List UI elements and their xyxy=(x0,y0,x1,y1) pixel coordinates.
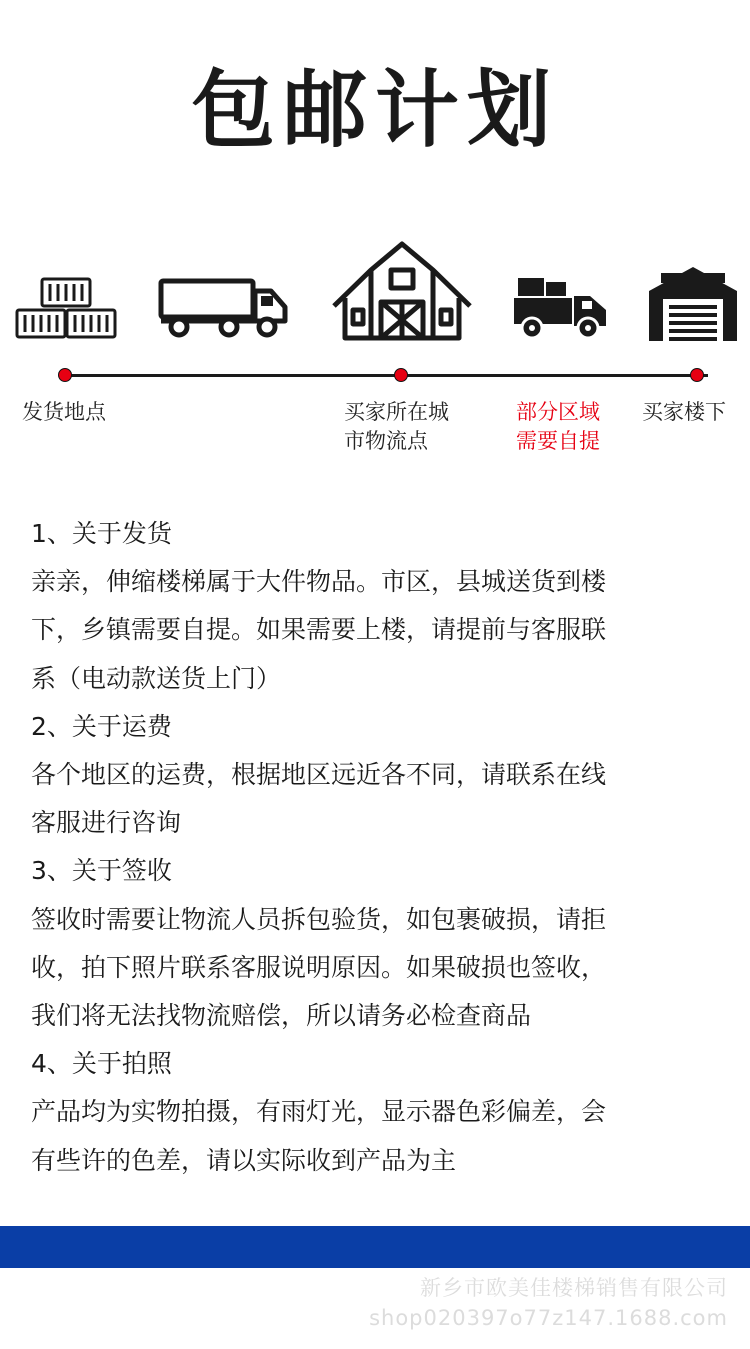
section-text: 系（电动款送货上门） xyxy=(31,663,282,693)
section-text: 签收时需要让物流人员拆包验货，如包裹破损，请拒 xyxy=(31,904,607,934)
truck-icon xyxy=(157,277,291,341)
company-watermark: 新乡市欧美佳楼梯销售有限公司 xyxy=(420,1276,728,1300)
timeline-dot xyxy=(394,368,408,382)
timeline-label-origin: 发货地点 xyxy=(22,400,106,424)
policy-content xyxy=(31,510,731,1185)
timeline-label-self-pickup: 部分区域 需要自提 xyxy=(516,400,600,453)
delivery-truck-icon xyxy=(512,274,608,342)
footer-bar xyxy=(0,1226,750,1268)
garage-icon xyxy=(647,265,739,341)
shop-url-watermark: shop020397o77z147.1688.com xyxy=(369,1306,728,1330)
barn-icon xyxy=(331,240,473,342)
section-text: 有些许的色差，请以实际收到产品为主 xyxy=(31,1145,457,1175)
section-heading: 2、关于运费 xyxy=(31,711,172,741)
section-text: 收，拍下照片联系客服说明原因。如果破损也签收， xyxy=(31,952,607,982)
section-heading: 1、关于发货 xyxy=(31,519,172,548)
section-text: 产品均为实物拍摄，有雨灯光，显示器色彩偏差，会 xyxy=(31,1097,607,1127)
timeline-line xyxy=(62,374,708,377)
timeline-label-city-logistics: 买家所在城 市物流点 xyxy=(344,400,449,453)
section-heading: 3、关于签收 xyxy=(31,856,172,886)
section-text: 客服进行咨询 xyxy=(31,808,182,838)
timeline-dot xyxy=(58,368,72,382)
section-text: 亲亲，伸缩楼梯属于大件物品。市区，县城送货到楼 xyxy=(31,567,607,597)
page-title: 包邮计划 xyxy=(190,61,559,159)
section-text: 各个地区的运费，根据地区远近各不同，请联系在线 xyxy=(31,760,607,790)
timeline-label-buyer-door: 买家楼下 xyxy=(642,400,726,424)
section-text: 我们将无法找物流赔偿，所以请务必检查商品 xyxy=(31,1001,532,1031)
section-heading: 4、关于拍照 xyxy=(31,1049,172,1079)
timeline-dot xyxy=(690,368,704,382)
section-text: 下，乡镇需要自提。如果需要上楼，请提前与客服联 xyxy=(31,615,607,645)
packages-icon xyxy=(14,276,118,340)
